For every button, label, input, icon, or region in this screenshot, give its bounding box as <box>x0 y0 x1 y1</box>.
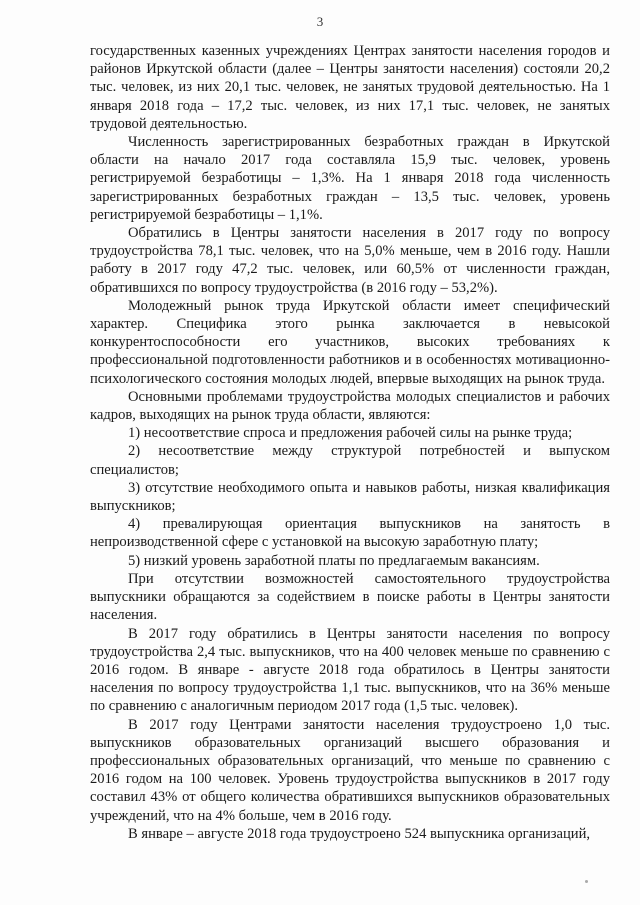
paragraph-9: В январе – августе 2018 года трудоустроено 524 выпускника организаций, <box>128 825 591 842</box>
paragraph-7: В 2017 году обратились в Центры занятости населения по вопросу трудоустройства 2,4 тыс. выпускников, что на 400 человек меньше по сравнению с 2016 годом. В январе - августе 2018 года обратилось в Центры занятости населения по вопросу трудоустройства 1,1 тыс. выпускников, что на 36% меньше по сравнению с аналогичным периодом 2017 года (1,5 тыс. человек). <box>90 625 610 715</box>
list-item-5: 5) низкий уровень заработной платы по предлагаемым вакансиям. <box>128 552 540 569</box>
page-number: 3 <box>316 14 324 29</box>
paragraph-4: Молодежный рынок труда Иркутской области имеет специфический характер. Специфика этого рынка заключается в невысокой конкурентоспособности его участников, высоких требованиях к профессиональной подготовленности работников и в особенностях мотивационно-психологического состояния молодых людей, впервые выходящих на рынок труда. <box>90 297 610 387</box>
scan-speck <box>585 880 588 883</box>
paragraph-3: Обратились в Центры занятости населения в 2017 году по вопросу трудоустройства 78,1 тыс. человек, что на 5,0% меньше, чем в 2016 году. Нашли работу в 2017 году 47,2 тыс. человек, или 60,5% от численности граждан, обратившихся по вопросу трудоустройства (в 2016 году – 53,2%). <box>90 225 610 296</box>
paragraph-6: При отсутствии возможностей самостоятельного трудоустройства выпускники обращаются за содействием в поиске работы в Центры занятости населения. <box>90 570 610 624</box>
list-item-1: 1) несоответствие спроса и предложения рабочей силы на рынке труда; <box>128 425 573 442</box>
paragraph-2: Численность зарегистрированных безработных граждан в Иркутской области на начало 2017 года составляла 15,9 тыс. человек, уровень регистрируемой безработицы – 1,3%. На 1 января 2018 года численность зарегистрированных безработных граждан – 13,5 тыс. человек, уровень регистрируемой безработицы – 1,1%. <box>90 134 610 223</box>
document-body <box>90 42 610 843</box>
list-item-2: 2) несоответствие между структурой потребностей и выпуском специалистов; <box>90 443 610 478</box>
paragraph-5: Основными проблемами трудоустройства молодых специалистов и рабочих кадров, выходящих на рынок труда области, являются: <box>90 388 610 424</box>
paragraph-1: государственных казенных учреждениях Центрах занятости населения городов и районов Иркутской области (далее – Центры занятости населения) состояли 20,2 тыс. человек, из них 20,1 тыс. человек, не занятых трудовой деятельностью. На 1 января 2018 года – 17,2 тыс. человек, из них 17,1 тыс. человек, не занятых трудовой деятельностью. <box>90 43 610 132</box>
paragraph-8: В 2017 году Центрами занятости населения трудоустроено 1,0 тыс. выпускников образовательных организаций высшего образования и профессиональных образовательных организаций, что меньше по сравнению с 2016 годом на 100 человек. Уровень трудоустройства выпускников в 2017 году составил 43% от общего количества обратившихся выпускников образовательных учреждений, что на 4% больше, чем в 2016 году. <box>90 716 610 824</box>
list-item-4: 4) превалирующая ориентация выпускников на занятость в непроизводственной сфере с установкой на высокую заработную плату; <box>90 516 610 551</box>
list-item-3: 3) отсутствие необходимого опыта и навыков работы, низкая квалификация выпускников; <box>90 479 610 515</box>
